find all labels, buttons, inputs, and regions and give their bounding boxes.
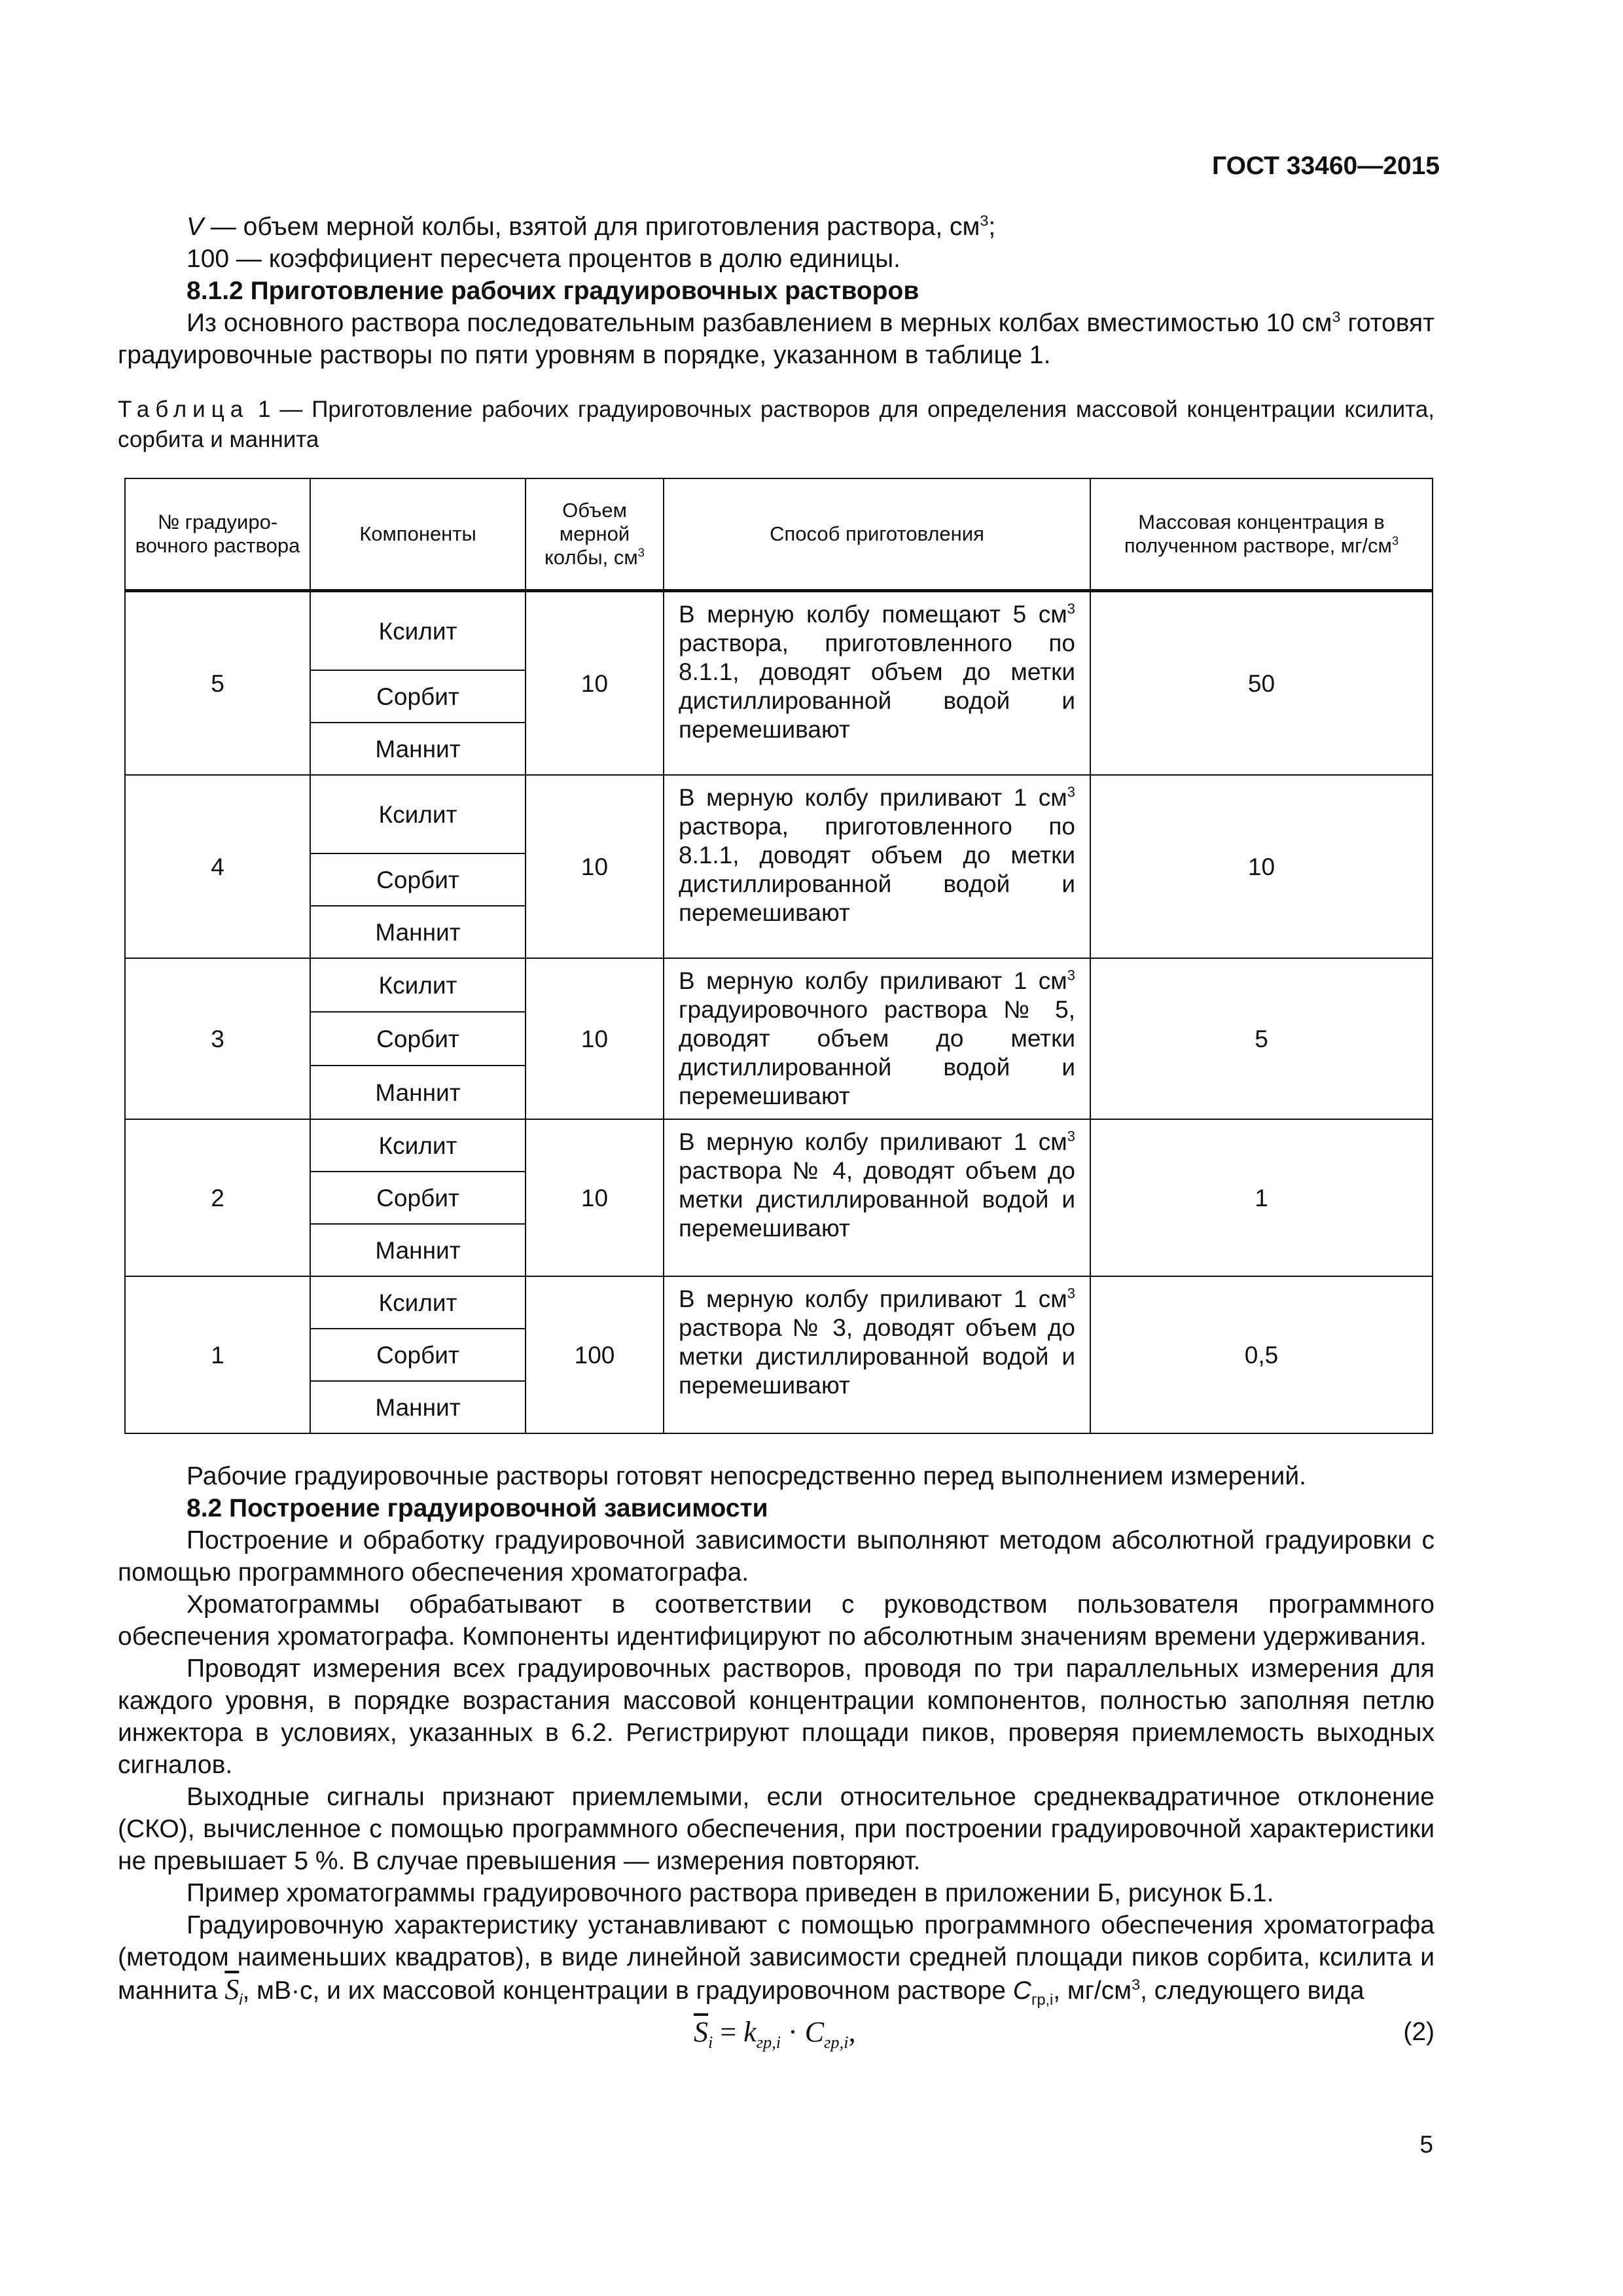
volume-cell: 10 xyxy=(526,775,664,958)
solution-number: 4 xyxy=(125,775,310,958)
component-cell: Ксилит xyxy=(310,1276,526,1329)
component-cell: Сорбит xyxy=(310,1012,526,1066)
page-body xyxy=(118,211,1435,2056)
header-concentration: Массовая концентрация в полученном растворе, $мг/см^3$ xyxy=(1090,478,1433,591)
header-method: Способ приготовления xyxy=(664,478,1090,591)
method-cell: В мерную колбу приливают 1 $см^3$ раствора № 4, доводят объем до метки дистиллированной водой и перемешивают xyxy=(664,1119,1090,1276)
spacer xyxy=(118,371,1435,395)
concentration-cell: 50 xyxy=(1090,591,1433,776)
paragraph: Проводят измерения всех градуировочных растворов, проводя по три параллельных измерения для каждого уровня, в порядке возрастания массовой концентрации компонентов, полностью заполняя петлю инжектора в условиях, указанных в 6.2. Регистрируют площади пиков, проверяя приемлемость выходных сигналов. xyxy=(118,1655,1435,1779)
paragraph: Пример хроматограммы градуировочного раствора приведен в приложении Б, рисунок Б.1. xyxy=(187,1879,1274,1907)
table-row xyxy=(125,958,1433,1012)
header-volume: Объем мерной колбы, $см^3$ xyxy=(526,478,664,591)
volume-cell: 10 xyxy=(526,958,664,1119)
component-cell: Ксилит xyxy=(310,591,526,671)
post-table-section xyxy=(118,1460,1435,2056)
table-caption: Таблица 1 — Приготовление рабочих градуировочных растворов для определения массовой концентрации ксилита, сорбита и маннита xyxy=(118,397,1435,452)
component-cell: Маннит xyxy=(310,1381,526,1433)
table-row xyxy=(125,1119,1433,1172)
solution-number: 2 xyxy=(125,1119,310,1276)
component-cell: Сорбит xyxy=(310,1329,526,1381)
section-heading-82: 8.2 Построение градуировочной зависимости xyxy=(187,1494,768,1522)
concentration-cell: 0,5 xyxy=(1090,1276,1433,1433)
paragraph: Выходные сигналы признают приемлемыми, если относительное среднеквадратичное отклонение (СКО), вычисленное с помощью программного обеспечения, при построении градуировочной характеристики не превышает 5 %. В случае превышения — измерения повторяют. xyxy=(118,1783,1435,1875)
concentration-cell: 5 xyxy=(1090,958,1433,1119)
table-row xyxy=(125,1276,1433,1329)
method-cell: В мерную колбу приливают 1 $см^3$ раствора № 3, доводят объем до метки дистиллированной водой и перемешивают xyxy=(664,1276,1090,1433)
paragraph: Хроматограммы обрабатывают в соответствии с руководством пользователя программного обеспечения хроматографа. Компоненты идентифицируют по абсолютным значениям времени удерживания. xyxy=(118,1590,1435,1651)
table-header-row xyxy=(125,478,1433,591)
preparation-table xyxy=(124,478,1433,1434)
standard-header: ГОСТ 33460—2015 xyxy=(1212,152,1440,180)
volume-cell: 10 xyxy=(526,591,664,776)
paragraph-812: Из основного раствора последовательным разбавлением в мерных колбах вместимостью 10 $см^3$ готовят градуировочные растворы по пяти уровням в порядке, указанном в таблице 1. xyxy=(118,308,1435,369)
component-cell: Ксилит xyxy=(310,775,526,853)
solution-number: 3 xyxy=(125,958,310,1119)
component-cell: Сорбит xyxy=(310,853,526,906)
section-heading-812: 8.1.2 Приготовление рабочих градуировочных растворов xyxy=(187,277,919,305)
definition-100: 100 — коэффициент пересчета процентов в долю единицы. xyxy=(187,245,901,273)
method-cell: В мерную колбу приливают 1 $см^3$ раствора, приготовленного по 8.1.1, доводят объем до метки дистиллированной водой и перемешивают xyxy=(664,775,1090,958)
table-row xyxy=(125,775,1433,853)
page-number: 5 xyxy=(1419,2131,1433,2158)
formula-line xyxy=(118,2011,1435,2056)
solution-number: 1 xyxy=(125,1276,310,1433)
component-cell: Сорбит xyxy=(310,1172,526,1224)
method-cell: В мерную колбу приливают 1 $см^3$ градуировочного раствора № 5, доводят объем до метки дистиллированной водой и перемешивают xyxy=(664,958,1090,1119)
formula-2: $\overline{S}_i = k_{гр,i} \cdot C_{гр,i}$, xyxy=(694,2016,856,2052)
component-cell: Ксилит xyxy=(310,958,526,1012)
volume-cell: 10 xyxy=(526,1119,664,1276)
header-number: № градуиро-вочного раствора xyxy=(125,478,310,591)
concentration-cell: 10 xyxy=(1090,775,1433,958)
component-cell: Маннит xyxy=(310,1066,526,1119)
definition-v: V — объем мерной колбы, взятой для приготовления раствора, $см^3$; xyxy=(187,212,996,241)
paragraph-ready: Рабочие градуировочные растворы готовят непосредственно перед выполнением измерений. xyxy=(187,1462,1306,1490)
volume-cell: 100 xyxy=(526,1276,664,1433)
paragraph: Построение и обработку градуировочной зависимости выполняют методом абсолютной градуировки с помощью программного обеспечения хроматографа. xyxy=(118,1526,1435,1587)
component-cell: Ксилит xyxy=(310,1119,526,1172)
equation-number: (2) xyxy=(1403,2018,1435,2046)
table-row xyxy=(125,591,1433,671)
component-cell: Маннит xyxy=(310,723,526,775)
component-cell: Маннит xyxy=(310,1224,526,1276)
table-container xyxy=(118,478,1435,1434)
method-cell: В мерную колбу помещают 5 $см^3$ раствора, приготовленного по 8.1.1, доводят объем до метки дистиллированной водой и перемешивают xyxy=(664,591,1090,776)
solution-number: 5 xyxy=(125,591,310,776)
component-cell: Маннит xyxy=(310,906,526,958)
header-components: Компоненты xyxy=(310,478,526,591)
concentration-cell: 1 xyxy=(1090,1119,1433,1276)
paragraph-calibration: Градуировочную характеристику устанавливают с помощью программного обеспечения хроматографа (методом наименьших квадратов), в виде линейной зависимости средней площади пиков сорбита, ксилита и маннита $\overline{S}_i$, мВ·с, и их массовой концентрации в градуировочном растворе $C_{гр,i}$, $мг/см^3$, следующего вида xyxy=(118,1911,1435,2008)
component-cell: Сорбит xyxy=(310,670,526,723)
